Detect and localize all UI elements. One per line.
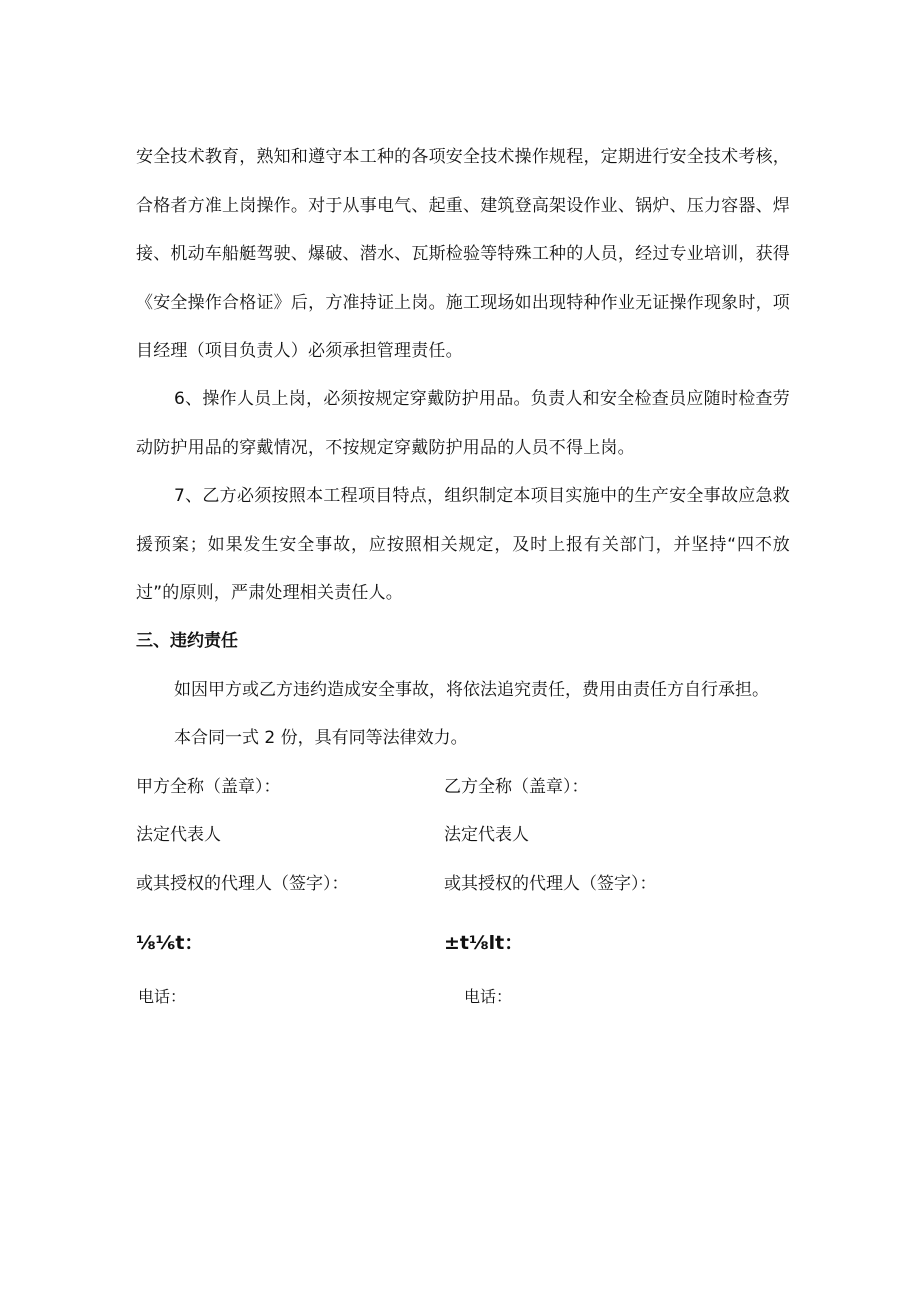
paragraph-safety-education: 安全技术教育，熟知和遵守本工种的各项安全技术操作规程，定期进行安全技术考核，合格者方准上岗操作。对于从事电气、起重、建筑登高架设作业、锅炉、压力容器、焊接、机动车船艇驾驶、爆破、潜水、瓦斯检验等特殊工种的人员，经过专业培训，获得《安全操作合格证》后，方准持证上岗。施工现场如出现特种作业无证操作现象时，项目经理（项目负责人）必须承担管理责任。: [136, 147, 790, 361]
breach-text: 如因甲方或乙方违约造成安全事故，将依法追究责任，费用由责任方自行承担。: [174, 680, 769, 700]
party-a-agent-label: 或其授权的代理人（签字）：: [136, 874, 349, 894]
party-a-phone-label: 电话：: [138, 987, 187, 1006]
copies-text: 本合同一式 2 份，具有同等法律效力。: [174, 728, 468, 748]
section-heading-breach: 三、违约责任: [136, 631, 238, 651]
party-a-rep-label: 法定代表人: [136, 825, 221, 845]
party-b-full-name-label: 乙方全称（盖章）：: [444, 777, 589, 797]
party-b-agent-label: 或其授权的代理人（签字）：: [444, 874, 657, 894]
party-b-phone-label: 电话：: [464, 987, 513, 1006]
paragraph-item-7: 7、乙方必须按照本工程项目特点，组织制定本项目实施中的生产安全事故应急救援预案；如果发生安全事故，应按照相关规定，及时上报有关部门，并坚持“四不放过”的原则，严肃处理相关责任人。: [136, 486, 790, 603]
party-b-rep-label: 法定代表人: [444, 825, 529, 845]
party-a-garbled-label: ⅛⅙t：: [136, 932, 204, 954]
party-b-garbled-label: ±t⅛lt：: [444, 932, 524, 954]
paragraph-item-6: 6、操作人员上岗，必须按规定穿戴防护用品。负责人和安全检查员应随时检查劳动防护用品的穿戴情况，不按规定穿戴防护用品的人员不得上岗。: [136, 389, 790, 458]
party-a-full-name-label: 甲方全称（盖章）：: [136, 777, 281, 797]
